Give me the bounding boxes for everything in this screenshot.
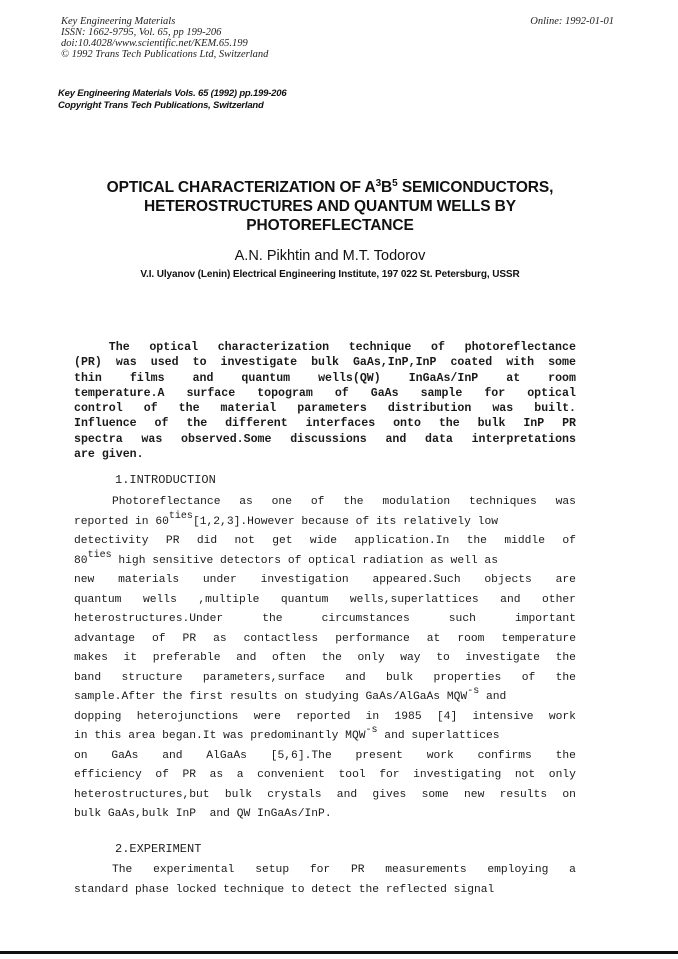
word: structure: [121, 671, 183, 684]
word: investigating: [413, 769, 502, 781]
word: at: [426, 632, 441, 645]
word: new: [464, 788, 485, 801]
word: under: [202, 574, 237, 586]
body-sup: -s: [365, 725, 378, 736]
body-line: [74, 610, 576, 630]
word: of: [155, 769, 169, 781]
word: and: [385, 432, 407, 446]
paper-title: [70, 178, 590, 235]
word: technique: [348, 341, 412, 354]
word: the: [555, 671, 576, 684]
body-line: standard phase locked technique to detect the reflected signal: [74, 883, 495, 896]
meta-doi: doi:10.4028/www.scientific.net/KEM.65.199: [61, 38, 248, 49]
word: wells,superlattices: [349, 593, 479, 606]
word: performance: [335, 632, 410, 645]
title-line-2: HETEROSTRUCTURES AND QUANTUM WELLS BY: [143, 198, 517, 215]
word: investigate: [220, 356, 298, 370]
word: objects: [484, 574, 532, 586]
word: present: [355, 749, 403, 762]
word: such: [448, 613, 476, 625]
word: in: [365, 710, 380, 723]
word: coated: [450, 356, 493, 370]
body-text: [74, 727, 500, 747]
word: often: [272, 652, 306, 664]
experiment-body: [74, 861, 576, 900]
word: observed.Some: [181, 432, 272, 446]
word: work: [548, 710, 576, 723]
word: properties: [433, 671, 502, 684]
word: for: [379, 769, 400, 781]
word: contactless: [243, 632, 319, 645]
word: on: [74, 749, 88, 762]
word: setup: [255, 864, 290, 876]
word: heterojunctions: [136, 710, 239, 723]
word: get: [272, 535, 293, 547]
body-line: bulk GaAs,bulk InP and QW InGaAs/InP.: [74, 808, 332, 820]
word: modulation: [382, 496, 451, 508]
word: a: [236, 769, 244, 781]
word: temperature: [501, 632, 576, 645]
word: GaAs,InP,InP: [352, 356, 437, 370]
word: discussions: [290, 432, 367, 446]
body-line: [74, 630, 576, 650]
word: on: [562, 788, 576, 801]
word: interfaces: [305, 417, 376, 431]
word: films: [129, 371, 165, 385]
body-text: in this area began.It was predominantly MQW: [74, 730, 366, 742]
word: it: [123, 652, 138, 664]
body-line: [74, 649, 576, 669]
meta-issn: ISSN: 1662-9795, Vol. 65, pp 199-206: [61, 27, 222, 38]
abstract-line: [74, 401, 576, 416]
word: middle: [504, 535, 545, 547]
word: advantage: [74, 632, 136, 645]
word: not: [514, 769, 536, 781]
affiliation: V.I. Ulyanov (Lenin) Electrical Engineering Institute, 197 022 St. Petersburg, USSR: [140, 269, 520, 280]
word: control: [74, 402, 123, 416]
authors: A.N. Pikhtin and M.T. Todorov: [234, 248, 426, 264]
word: of: [334, 386, 349, 400]
word: quantum: [74, 593, 122, 606]
word: of: [143, 402, 158, 416]
body-text: 80: [74, 554, 88, 567]
word: was: [115, 356, 137, 370]
word: confirms: [477, 749, 532, 762]
word: [4]: [436, 710, 458, 723]
word: at: [506, 371, 521, 385]
word: only: [357, 652, 385, 664]
word: quantum: [241, 371, 291, 385]
abstract-line: [74, 416, 576, 431]
word: heterostructures.Under: [74, 613, 224, 625]
body-line: [74, 493, 576, 513]
word: bulk: [224, 788, 252, 801]
word: AlGaAs: [206, 749, 247, 762]
journal-volume: Key Engineering Materials Vols. 65 (1992) pp.199-206: [58, 88, 287, 99]
word: parameters,surface: [202, 671, 325, 684]
word: the: [186, 417, 208, 431]
abstract-line: [74, 340, 576, 355]
word: ,multiple: [198, 593, 260, 606]
meta-journal: Key Engineering Materials: [61, 16, 176, 27]
word: makes: [74, 652, 108, 664]
word: PR: [165, 535, 180, 547]
word: application.In: [354, 535, 450, 547]
title-line-1: [70, 178, 590, 197]
word: measurements: [385, 864, 467, 876]
word: the: [555, 749, 576, 762]
word: gives: [372, 788, 407, 801]
body-sup: ties: [87, 549, 112, 561]
word: only: [548, 769, 576, 781]
word: investigation: [260, 574, 349, 586]
online-date: Online: 1992-01-01: [530, 16, 614, 27]
word: not: [234, 535, 255, 547]
abstract-line: are given.: [74, 448, 144, 462]
word: to: [192, 356, 207, 370]
word: did: [196, 535, 218, 547]
word: InGaAs/InP: [408, 371, 479, 385]
word: some: [421, 788, 449, 801]
word: bulk: [386, 671, 414, 684]
word: materials: [118, 574, 180, 586]
word: was: [555, 496, 576, 508]
word: The: [74, 341, 130, 354]
word: detectivity: [74, 535, 149, 547]
section-heading-experiment: 2.EXPERIMENT: [115, 842, 202, 856]
word: was: [141, 432, 163, 446]
word: results: [499, 788, 548, 801]
word: the: [178, 402, 200, 416]
word: GaAs: [370, 386, 399, 400]
journal-copyright: Copyright Trans Tech Publications, Switzerland: [58, 100, 264, 111]
body-text: [1,2,3].However because of its relatively low: [192, 515, 499, 528]
word: and: [500, 593, 521, 606]
word: techniques: [468, 496, 537, 508]
body-line: [74, 532, 576, 552]
body-line: [74, 766, 576, 786]
word: wells: [142, 593, 177, 606]
word: appeared.Such: [372, 574, 461, 586]
body-text: [74, 688, 506, 708]
word: to: [436, 652, 450, 664]
word: different: [225, 417, 288, 431]
word: tool: [338, 769, 366, 781]
word: intensive: [472, 710, 534, 723]
word: room: [457, 632, 485, 645]
word: one: [271, 496, 292, 508]
abstract-line: [74, 432, 576, 447]
word: preferable: [152, 652, 221, 664]
body-text: and superlattices: [377, 730, 500, 742]
word: used: [150, 356, 179, 370]
word: parameters: [297, 402, 367, 416]
word: Photoreflectance: [112, 496, 221, 508]
word: and: [345, 671, 366, 684]
body-sup: -s: [467, 686, 480, 697]
title-line-3: PHOTOREFLECTANCE: [246, 217, 414, 234]
word: as: [209, 769, 224, 781]
word: characterization: [217, 341, 330, 354]
title-sup: 3: [375, 178, 382, 189]
word: crystals: [267, 788, 322, 801]
word: bulk: [311, 356, 339, 370]
word: GaAs: [111, 749, 139, 762]
word: band: [74, 671, 102, 684]
word: convenient: [257, 769, 325, 781]
word: dopping: [74, 710, 122, 723]
word: as: [213, 632, 227, 645]
word: with: [506, 356, 535, 370]
body-line: [74, 861, 576, 881]
word: and: [192, 371, 214, 385]
title-part: B: [381, 179, 393, 196]
word: interpretations: [471, 432, 576, 446]
body-line: [74, 708, 576, 728]
journal-info: [58, 88, 286, 112]
word: investigate: [465, 652, 540, 664]
word: other: [542, 593, 576, 606]
abstract: [74, 340, 576, 462]
word: efficiency: [74, 769, 142, 781]
word: the: [321, 652, 342, 664]
citation-meta: [61, 16, 268, 60]
word: The: [112, 864, 133, 876]
word: optical: [527, 386, 576, 400]
word: way: [400, 652, 421, 664]
body-line: [74, 786, 576, 806]
word: some: [548, 356, 576, 370]
word: of: [521, 671, 536, 684]
abstract-line: [74, 355, 576, 370]
word: (PR): [74, 356, 102, 370]
abstract-line: [74, 371, 576, 386]
word: material: [220, 402, 277, 416]
word: and: [162, 749, 183, 762]
word: circumstances: [321, 613, 410, 625]
word: bulk: [477, 417, 506, 431]
word: onto: [393, 417, 421, 431]
body-line: [74, 727, 576, 747]
body-text: [74, 510, 499, 533]
word: PR: [182, 632, 197, 645]
word: PR: [182, 769, 197, 781]
word: and: [336, 788, 358, 801]
word: topogram: [257, 386, 313, 400]
word: thin: [74, 371, 102, 385]
word: sample: [420, 386, 463, 400]
word: were: [253, 710, 281, 723]
body-text: reported in 60: [74, 515, 169, 528]
word: of: [431, 341, 445, 354]
word: reported: [296, 710, 351, 723]
word: temperature.A: [74, 386, 165, 400]
word: 1985: [394, 710, 422, 723]
word: for: [484, 386, 506, 400]
word: [5,6].The: [270, 749, 332, 762]
body-line: [74, 549, 576, 572]
body-line: [74, 688, 576, 708]
page-bottom-rule: [0, 951, 678, 954]
word: experimental: [153, 864, 235, 876]
word: the: [466, 535, 487, 547]
word: work: [426, 749, 454, 762]
word: of: [310, 496, 325, 508]
word: InP: [523, 417, 545, 431]
word: important: [514, 613, 576, 625]
word: PR: [350, 864, 365, 876]
body-line: [74, 669, 576, 689]
body-text: high sensitive detectors of optical radiation as well as: [111, 554, 498, 567]
word: PR: [562, 417, 576, 431]
body-line: [74, 747, 576, 767]
word: the: [555, 652, 576, 664]
word: the: [262, 613, 283, 625]
meta-copyright: © 1992 Trans Tech Publications Ltd, Switzerland: [61, 49, 269, 60]
body-sup: ties: [168, 510, 193, 522]
word: and: [236, 652, 257, 664]
abstract-line: [74, 386, 576, 401]
word: Influence: [74, 417, 137, 431]
word: employing: [487, 864, 549, 876]
word: as: [239, 496, 253, 508]
word: photoreflectance: [464, 341, 576, 354]
word: data: [425, 432, 453, 446]
title-sup: 5: [392, 178, 398, 189]
word: quantum: [280, 593, 329, 606]
word: for: [309, 864, 331, 876]
word: spectra: [74, 432, 123, 446]
title-part: OPTICAL CHARACTERIZATION OF A: [106, 179, 376, 196]
body-line: [74, 571, 576, 591]
word: distribution: [387, 402, 472, 416]
word: heterostructures,but: [74, 788, 210, 801]
body-line: [74, 591, 576, 611]
body-text: [74, 549, 498, 572]
word: optical: [149, 341, 199, 354]
word: of: [562, 535, 576, 547]
title-part: SEMICONDUCTORS,: [397, 179, 554, 196]
word: a: [569, 864, 576, 876]
body-line: [74, 510, 576, 533]
word: the: [438, 417, 460, 431]
introduction-body: [74, 493, 576, 825]
word: new: [74, 574, 95, 586]
word: the: [343, 496, 364, 508]
word: of: [152, 632, 166, 645]
word: built.: [534, 402, 576, 416]
word: are: [555, 574, 576, 586]
word: of: [154, 417, 169, 431]
section-heading-introduction: 1.INTRODUCTION: [115, 473, 216, 487]
word: room: [548, 371, 576, 385]
body-text: sample.After the first results on studying GaAs/AlGaAs MQW: [74, 691, 468, 703]
word: surface: [186, 386, 236, 400]
word: wide: [309, 535, 338, 547]
body-text: and: [479, 691, 507, 703]
word: wells(QW): [318, 371, 381, 385]
word: was: [492, 402, 514, 416]
